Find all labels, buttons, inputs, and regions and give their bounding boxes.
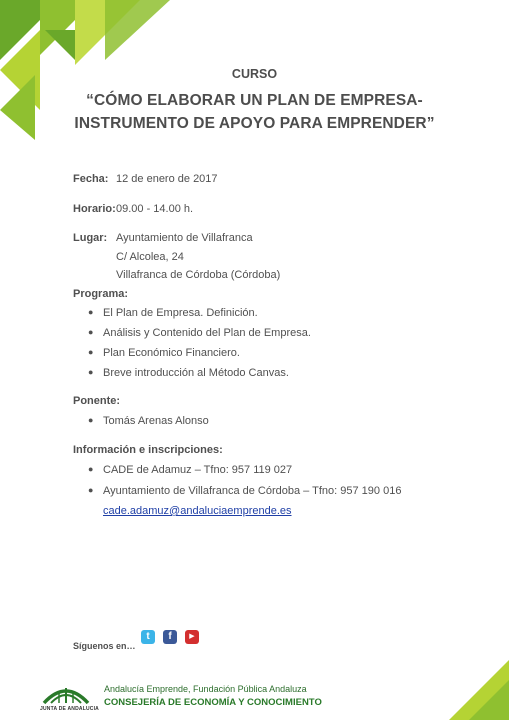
fecha-label: Fecha: — [73, 173, 109, 185]
bullet-icon: ● — [88, 464, 94, 474]
programa-item: Análisis y Contenido del Plan de Empresa. — [103, 327, 311, 339]
programa-item: Breve introducción al Método Canvas. — [103, 367, 289, 379]
programa-item: Plan Económico Financiero. — [103, 347, 240, 359]
info-heading: Información e inscripciones: — [73, 444, 223, 456]
list-item — [88, 485, 401, 497]
horario-value: 09.00 - 14.00 h. — [116, 203, 194, 215]
programa-heading: Programa: — [73, 288, 129, 300]
bullet-icon: ● — [88, 347, 94, 357]
decorative-corner-triangle — [449, 660, 509, 720]
list-item — [88, 347, 240, 359]
horario-label: Horario: — [73, 203, 116, 215]
ponente-heading: Ponente: — [73, 395, 121, 407]
organization-name: Andalucía Emprende, Fundación Pública Andaluza — [104, 684, 307, 694]
course-title-line-2: INSTRUMENTO DE APOYO PARA EMPRENDER” — [74, 115, 435, 132]
course-title — [0, 89, 509, 135]
lugar-line: Ayuntamiento de Villafranca — [116, 232, 253, 244]
fecha-value: 12 de enero de 2017 — [116, 173, 218, 185]
bullet-icon: ● — [88, 307, 94, 317]
horario-row — [73, 203, 194, 215]
consejeria-name: CONSEJERÍA DE ECONOMÍA Y CONOCIMIENTO — [104, 697, 322, 708]
fecha-row — [73, 173, 218, 185]
facebook-icon[interactable]: f — [163, 630, 177, 644]
ponente-item: Tomás Arenas Alonso — [103, 415, 209, 427]
email-link[interactable]: cade.adamuz@andaluciaemprende.es — [103, 505, 292, 517]
list-item — [88, 415, 209, 427]
info-item: Ayuntamiento de Villafranca de Córdoba – Tfno: 957 190 016 — [103, 485, 402, 497]
list-item — [88, 464, 292, 476]
lugar-label: Lugar: — [73, 232, 108, 244]
youtube-icon[interactable]: ▶ — [185, 630, 199, 644]
lugar-line: Villafranca de Córdoba (Córdoba) — [116, 269, 281, 281]
bullet-icon: ● — [88, 367, 94, 377]
twitter-icon[interactable]: t — [141, 630, 155, 644]
list-item — [88, 327, 311, 339]
follow-us-label: Síguenos en… — [73, 641, 136, 651]
bullet-icon: ● — [88, 327, 94, 337]
lugar-row — [73, 232, 107, 244]
junta-andalucia-logo-text: JUNTA DE ANDALUCIA — [40, 706, 99, 712]
info-item: CADE de Adamuz – Tfno: 957 119 027 — [103, 464, 293, 476]
list-item — [88, 307, 258, 319]
list-item — [88, 367, 289, 379]
course-label: CURSO — [231, 67, 278, 81]
course-title-line-1: “CÓMO ELABORAR UN PLAN DE EMPRESA- — [86, 92, 423, 109]
lugar-line: C/ Alcolea, 24 — [116, 251, 184, 263]
bullet-icon: ● — [88, 485, 94, 495]
programa-item: El Plan de Empresa. Definición. — [103, 307, 258, 319]
bullet-icon: ● — [88, 415, 94, 425]
